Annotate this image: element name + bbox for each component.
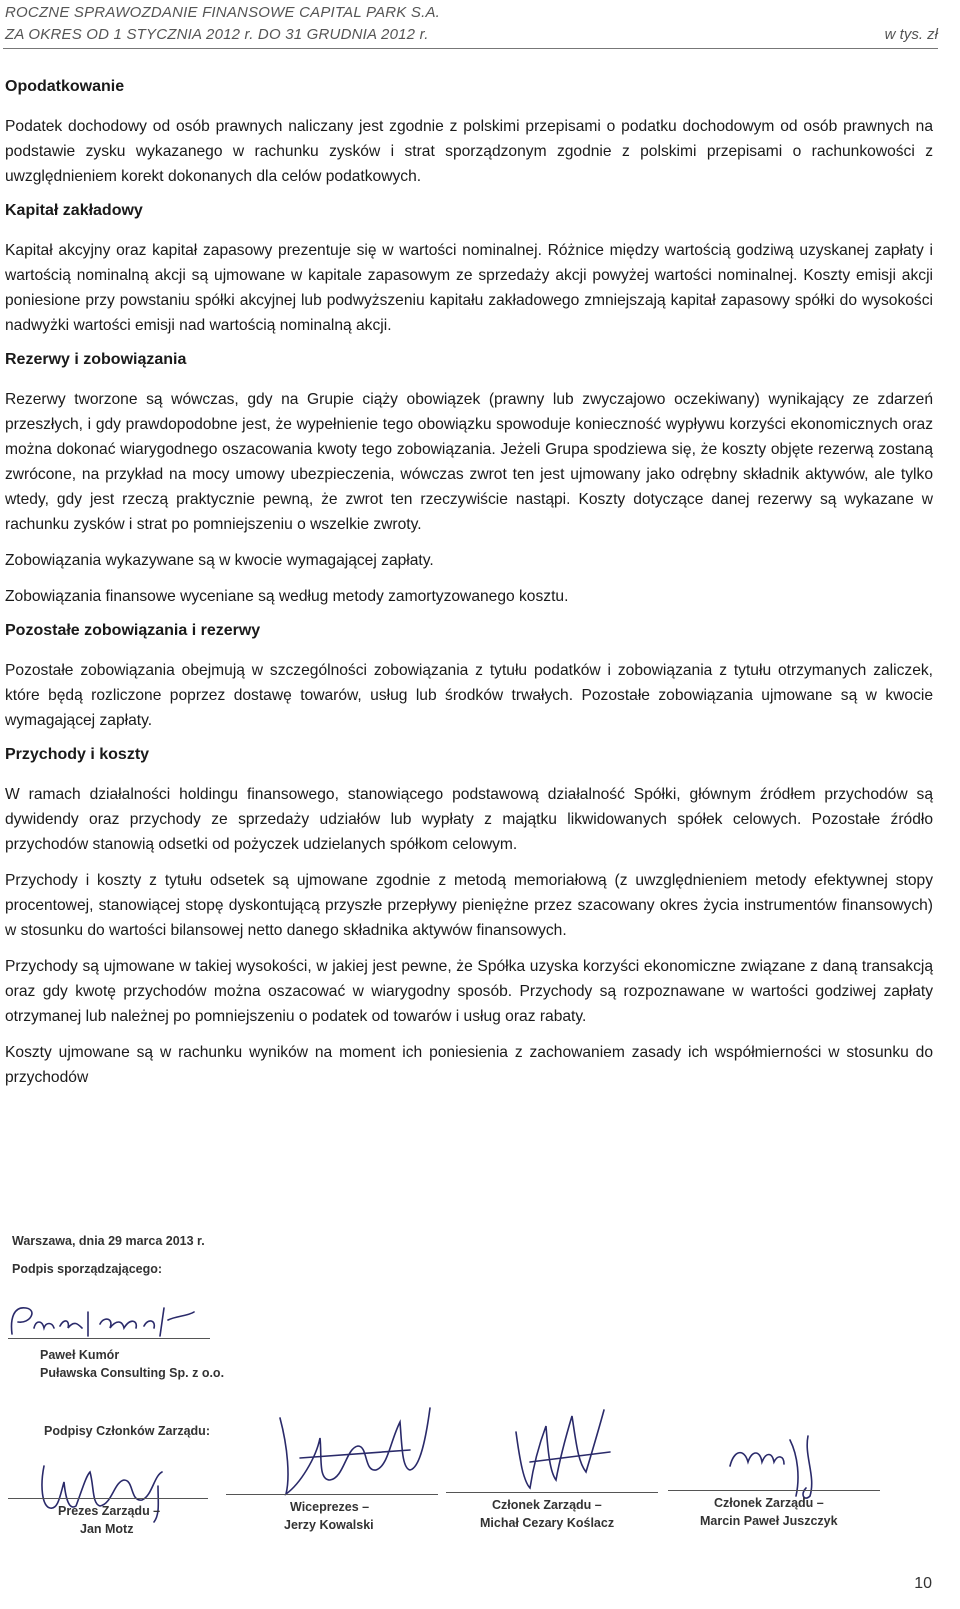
paragraph: Koszty ujmowane są w rachunku wyników na moment ich poniesienia z zachowaniem zasady ich współmierności w stosunku do przychodów: [5, 1044, 933, 1086]
preparer-label: Podpis sporządzającego:: [12, 1262, 163, 1276]
president-signature-line: [8, 1498, 208, 1499]
signature-block: [0, 1230, 960, 1609]
vice-president-signature-line: [226, 1494, 438, 1495]
currency-unit: w tys. zł: [884, 26, 938, 43]
report-period: ZA OKRES OD 1 STYCZNIA 2012 r. DO 31 GRUDNIA 2012 r.: [5, 26, 429, 43]
section-title-pozostale: Pozostałe zobowiązania i rezerwy: [5, 622, 261, 639]
board-member-1-role: Członek Zarządu –: [492, 1498, 602, 1512]
president-role: Prezes Zarządu –: [58, 1504, 161, 1518]
header-divider: [3, 48, 938, 49]
report-title: ROCZNE SPRAWOZDANIE FINANSOWE CAPITAL PARK S.A.: [5, 4, 441, 21]
section-title-opodatkowanie: Opodatkowanie: [5, 78, 125, 95]
board-member-signature-2: [720, 1426, 850, 1506]
paragraph: Podatek dochodowy od osób prawnych naliczany jest zgodnie z polskimi przepisami o podatku dochodowym od osób prawnych na podstawie zysku wykazanego w rachunku zysków i strat sporządzonym zgodnie z polskimi przepisami o rachunkowości z uwzględnieniem korekt dokonanych dla celów podatkowych.: [5, 118, 933, 185]
section-title-rezerwy: Rezerwy i zobowiązania: [5, 351, 187, 368]
paragraph: Przychody i koszty z tytułu odsetek są ujmowane zgodnie z metodą memoriałową (z uwzględnieniem metody efektywnej stopy procentowej, stanowiącej stopę dyskontującą przyszłe przepływy pieniężne przez szacowany okres życia instrumentów finansowych) w stosunku do wartości bilansowej netto danego składnika aktywów finansowych.: [5, 872, 933, 939]
vice-president-signature: [260, 1398, 450, 1508]
page-number: 10: [914, 1575, 932, 1592]
vice-president-role: Wiceprezes –: [290, 1500, 370, 1514]
paragraph: Pozostałe zobowiązania obejmują w szczególności zobowiązania z tytułu podatków i zobowiązania z tytułu otrzymanych zaliczek, które będą rozliczone poprzez dostawę towarów, usług lub środków trwałych. Pozostałe zobowiązania ujmowane są w kwocie wymagającej zapłaty.: [5, 662, 933, 729]
section-title-kapital: Kapitał zakładowy: [5, 202, 143, 219]
board-member-2-role: Członek Zarządu –: [714, 1496, 824, 1510]
preparer-company: Puławska Consulting Sp. z o.o.: [40, 1366, 225, 1380]
place-date: Warszawa, dnia 29 marca 2013 r.: [12, 1234, 205, 1248]
paragraph: Przychody są ujmowane w takiej wysokości, w jakiej jest pewne, że Spółka uzyska korzyści ekonomiczne związane z daną transakcją oraz gdy kwotę przychodów można oszacować w wiarygodny sposób. Przychody są rozpoznawane w wartości godziwej zapłaty otrzymanej lub należnej po pomniejszeniu o podatek od towarów i usług oraz rabaty.: [5, 958, 933, 1025]
paragraph: Rezerwy tworzone są wówczas, gdy na Grupie ciąży obowiązek (prawny lub zwyczajowo oczekiwany) wynikający ze zdarzeń przeszłych, i gdy prawdopodobne jest, że wypełnienie tego obowiązku spowoduje konieczność wypływu korzyści ekonomicznych oraz można dokonać wiarygodnego oszacowania kwoty tego zobowiązania. Jeżeli Grupa spodziewa się, że koszty objęte rezerwą zostaną zwrócone, na przykład na mocy umowy ubezpieczenia, wówczas zwrot ten jest ujmowany jako odrębny składnik aktywów, ale tylko wtedy, gdy jest rzeczą praktycznie pewną, że zwrot ten rzeczywiście nastąpi. Koszty dotyczące danej rezerwy są wykazane w rachunku zysków i strat po pomniejszeniu o wszelkie zwroty.: [5, 391, 933, 533]
board-member-signature-1: [500, 1402, 630, 1502]
paragraph: Kapitał akcyjny oraz kapitał zapasowy prezentuje się w wartości nominalnej. Różnice między wartością godziwą uzyskanej zapłaty i wartością nominalną akcji są ujmowane w kapitale zapasowym ze sprzedaży akcji powyżej wartości nominalnej. Koszty emisji akcji poniesione przy powstaniu spółki akcyjnej lub podwyższeniu kapitału zakładowego zmniejszają kapitał zapasowy spółki do wysokości nadwyżki wartości emisji nad wartością nominalną akcji.: [5, 242, 933, 334]
board-member-2-name: Marcin Paweł Juszczyk: [700, 1514, 838, 1528]
board-label: Podpisy Członków Zarządu:: [44, 1424, 210, 1438]
document-body: [5, 76, 933, 1101]
board-member-2-signature-line: [668, 1490, 880, 1491]
preparer-signature-line: [8, 1338, 210, 1339]
president-name: Jan Motz: [80, 1522, 134, 1536]
board-member-1-signature-line: [446, 1492, 658, 1493]
board-member-1-name: Michał Cezary Koślacz: [480, 1516, 615, 1530]
preparer-name: Paweł Kumór: [40, 1348, 120, 1362]
paragraph: W ramach działalności holdingu finansowego, stanowiącego podstawową działalność Spółki, głównym źródłem przychodów są dywidendy oraz przychody ze sprzedaży udziałów lub wypłaty z majątku likwidowanych spółek celowych. Pozostałe źródło przychodów stanowią odsetki od pożyczek udzielanych spółkom celowym.: [5, 786, 933, 853]
vice-president-name: Jerzy Kowalski: [284, 1518, 374, 1532]
section-title-przychody: Przychody i koszty: [5, 746, 150, 763]
paragraph: Zobowiązania wykazywane są w kwocie wymagającej zapłaty.: [5, 552, 434, 569]
paragraph: Zobowiązania finansowe wyceniane są według metody zamortyzowanego kosztu.: [5, 588, 569, 605]
